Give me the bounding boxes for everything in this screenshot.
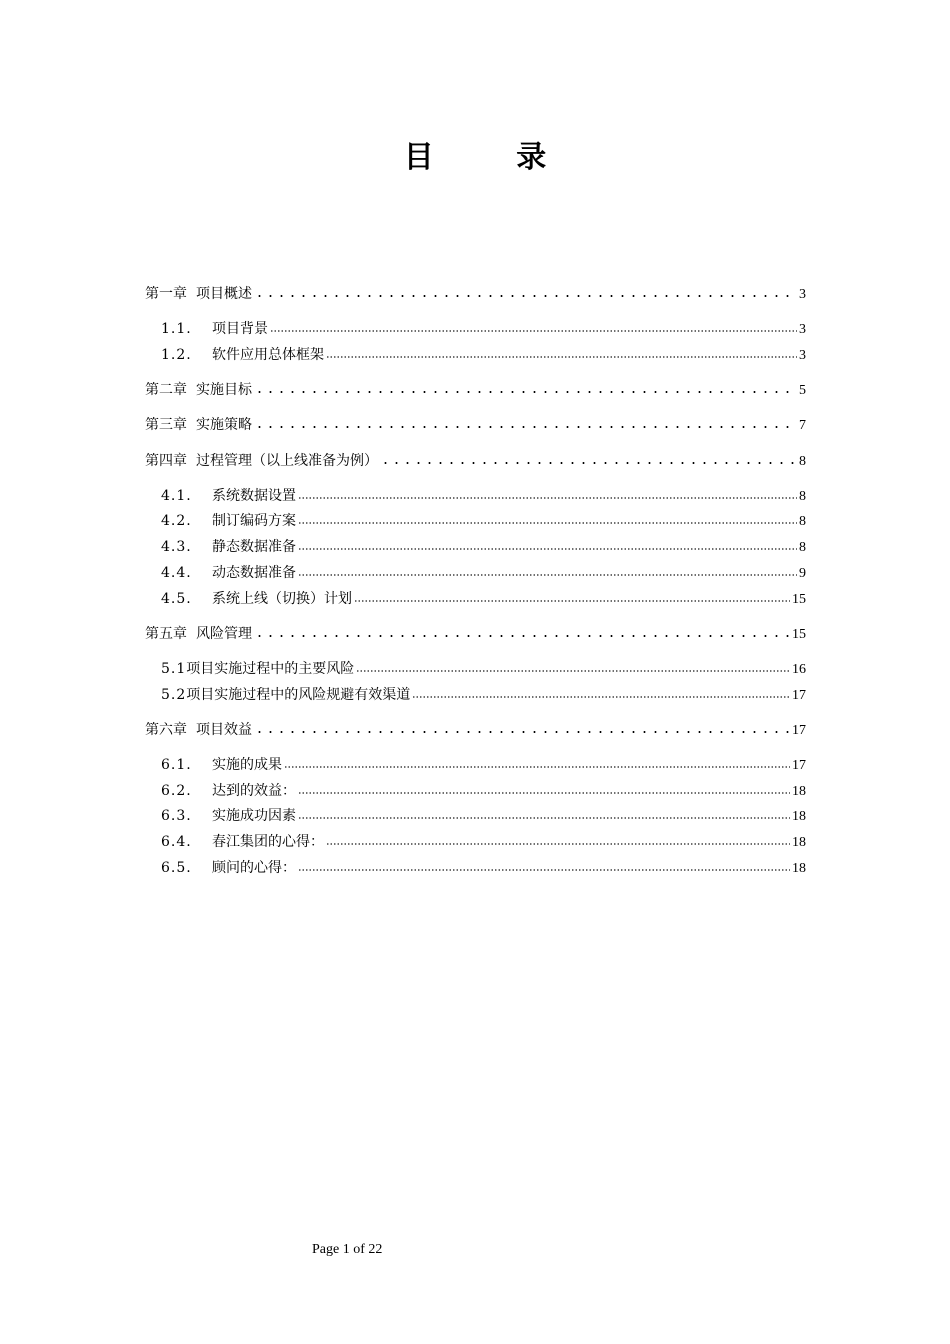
toc-entry-number: 1.1. (161, 321, 192, 338)
toc-entry-label: 项目实施过程中的风险规避有效渠道 (186, 686, 411, 703)
toc-entry-number: 4.4. (161, 564, 192, 581)
toc-entry-number: 第六章 (145, 721, 187, 738)
toc-dot-leader (254, 284, 797, 298)
toc-entry-number: 4.1. (161, 487, 192, 504)
toc-entry-page-number: 17 (792, 722, 806, 738)
toc-dot-leader (298, 486, 797, 500)
page-footer: Page 1 of 22 (312, 1242, 383, 1257)
toc-section-entry[interactable] (145, 856, 806, 882)
toc-entry-label: 系统数据设置 (212, 487, 296, 504)
toc-entry-number: 6.4. (161, 834, 192, 851)
toc-dot-leader (298, 511, 797, 525)
toc-entry-page-number: 5 (799, 383, 806, 399)
toc-entry-number: 6.2. (161, 782, 192, 799)
table-of-contents (145, 282, 806, 882)
toc-entry-page-number: 18 (792, 783, 806, 799)
toc-entry-label: 动态数据准备 (212, 564, 296, 581)
toc-dot-leader (284, 755, 790, 769)
toc-entry-label: 项目实施过程中的主要风险 (186, 660, 355, 677)
toc-entry-page-number: 8 (799, 540, 806, 556)
toc-entry-number: 4.2. (161, 513, 192, 530)
toc-entry-label: 达到的效益： (212, 782, 296, 799)
toc-entry-page-number: 8 (799, 514, 806, 530)
toc-entry-number: 6.5. (161, 859, 192, 876)
toc-entry-page-number: 15 (792, 591, 806, 607)
toc-section-entry[interactable] (145, 343, 806, 369)
toc-dot-leader (298, 806, 790, 820)
toc-entry-number: 第二章 (145, 382, 187, 399)
toc-dot-leader (254, 624, 790, 638)
toc-entry-label: 实施策略 (196, 417, 252, 434)
toc-entry-page-number: 18 (792, 835, 806, 851)
toc-section-entry[interactable] (145, 561, 806, 587)
toc-entry-page-number: 3 (799, 322, 806, 338)
toc-entry-page-number: 3 (799, 287, 806, 302)
toc-entry-number: 第四章 (145, 452, 187, 469)
toc-entry-label: 顾问的心得： (212, 859, 296, 876)
toc-entry-page-number: 17 (792, 687, 806, 703)
toc-entry-label: 实施目标 (196, 382, 252, 399)
toc-entry-number: 1.2. (161, 346, 192, 363)
toc-dot-leader (254, 720, 790, 734)
toc-entry-page-number: 18 (792, 860, 806, 876)
toc-entry-label: 项目效益 (196, 721, 252, 738)
toc-entry-page-number: 8 (799, 488, 806, 504)
toc-entry-label: 实施的成果 (212, 757, 282, 774)
toc-section-entry[interactable] (145, 753, 806, 779)
toc-chapter-entry[interactable] (145, 622, 806, 648)
toc-section-entry[interactable] (145, 779, 806, 805)
toc-entry-label: 静态数据准备 (212, 539, 296, 556)
toc-entry-number: 5.1 (161, 660, 187, 677)
toc-dot-leader (326, 832, 790, 846)
toc-entry-page-number: 16 (792, 661, 806, 677)
toc-dot-leader (270, 319, 797, 333)
toc-dot-leader (298, 858, 790, 872)
toc-entry-number: 第三章 (145, 417, 187, 434)
toc-entry-number: 4.5. (161, 590, 192, 607)
toc-entry-label: 制订编码方案 (212, 513, 296, 530)
toc-entry-number: 5.2 (161, 686, 187, 703)
toc-entry-number: 第一章 (145, 286, 187, 302)
toc-entry-page-number: 9 (799, 565, 806, 581)
toc-dot-leader (298, 563, 797, 577)
toc-entry-label: 风险管理 (196, 625, 252, 642)
toc-dot-leader (412, 685, 790, 699)
toc-entry-number: 6.3. (161, 808, 192, 825)
toc-section-entry[interactable] (145, 683, 806, 709)
toc-entry-label: 项目概述 (196, 286, 252, 302)
toc-dot-leader (326, 345, 797, 359)
toc-section-entry[interactable] (145, 830, 806, 856)
toc-entry-page-number: 3 (799, 347, 806, 363)
toc-entry-label: 过程管理（以上线准备为例） (196, 452, 378, 469)
toc-entry-number: 第五章 (145, 625, 187, 642)
toc-dot-leader (380, 451, 797, 465)
toc-entry-label: 春江集团的心得： (212, 834, 324, 851)
toc-chapter-entry[interactable] (145, 413, 806, 439)
toc-chapter-entry[interactable] (145, 449, 806, 475)
toc-chapter-entry[interactable] (145, 378, 806, 404)
toc-section-entry[interactable] (145, 535, 806, 561)
toc-entry-number: 6.1. (161, 757, 192, 774)
toc-entry-page-number: 17 (792, 758, 806, 774)
toc-dot-leader (254, 380, 797, 394)
toc-entry-label: 系统上线（切换）计划 (212, 590, 352, 607)
toc-section-entry[interactable] (145, 657, 806, 683)
toc-entry-label: 项目背景 (212, 321, 268, 338)
toc-entry-number: 4.3. (161, 539, 192, 556)
toc-entry-label: 软件应用总体框架 (212, 346, 324, 363)
toc-section-entry[interactable] (145, 587, 806, 613)
toc-section-entry[interactable] (145, 509, 806, 535)
toc-dot-leader (356, 659, 790, 673)
toc-entry-page-number: 18 (792, 809, 806, 825)
toc-entry-page-number: 7 (799, 418, 806, 434)
toc-entry-page-number: 15 (792, 626, 806, 642)
toc-chapter-entry[interactable] (145, 718, 806, 744)
toc-entry-page-number: 8 (799, 453, 806, 469)
toc-section-entry[interactable] (145, 484, 806, 510)
toc-section-entry[interactable] (145, 804, 806, 830)
toc-chapter-entry[interactable] (145, 282, 806, 308)
toc-dot-leader (354, 589, 790, 603)
toc-dot-leader (298, 781, 790, 795)
toc-dot-leader (298, 537, 797, 551)
toc-dot-leader (254, 415, 797, 429)
toc-entry-label: 实施成功因素 (212, 808, 296, 825)
toc-section-entry[interactable] (145, 317, 806, 343)
toc-title: 目 录 (403, 140, 583, 175)
